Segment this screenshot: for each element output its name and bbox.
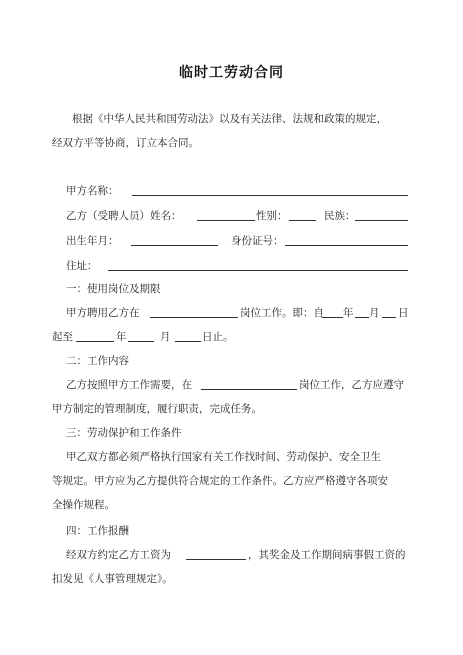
s4-text-c: 扣发见《人事管理规定》。 [52, 573, 173, 585]
address-row [0, 257, 463, 275]
s1-text-end-year: 年 [116, 331, 127, 343]
s2-text-b: 岗位工作，乙方应遵守 [299, 379, 404, 391]
section-4-line-1 [0, 546, 463, 564]
s2-text-a: 乙方按照甲方工作需要，在 [66, 379, 192, 391]
party-b-row [0, 207, 463, 225]
s1-year-blank[interactable] [322, 304, 343, 318]
s1-post-blank[interactable] [150, 304, 238, 318]
section-3-line-2 [0, 472, 463, 490]
intro-line-1 [0, 110, 463, 128]
section-3-line-1 [0, 448, 463, 466]
s1-text-end-month: 月 [160, 331, 171, 343]
section-2-line-1 [0, 376, 463, 394]
gender-label: 性别： [256, 210, 288, 222]
id-label: 身份证号： [231, 235, 284, 247]
s3-text-1: 甲乙双方都必须严格执行国家有关工作找时间、劳动保护、安全卫生 [66, 451, 381, 463]
section-3-heading: 三：劳动保护和工作条件 [66, 427, 182, 439]
section-2-line-2 [0, 400, 463, 418]
party-b-label: 乙方（受聘人员）姓名： [66, 210, 182, 222]
s1-text-year: 年 [343, 307, 354, 319]
s1-end-year-blank[interactable] [76, 328, 114, 342]
s3-text-3: 全操作规程。 [52, 499, 115, 511]
section-3-line-3 [0, 496, 463, 514]
s4-text-b: ，其奖金及工作期间病事假工资的 [248, 549, 406, 561]
section-4-heading-row [0, 522, 463, 540]
s1-text-end-day: 日止。 [202, 331, 234, 343]
party-b-name-blank[interactable] [197, 207, 255, 221]
document-title: 临时工劳动合同 [179, 65, 284, 81]
address-blank[interactable] [108, 257, 408, 271]
section-1-line-2 [0, 328, 463, 346]
section-4-heading: 四：工作报酬 [66, 525, 129, 537]
section-1-heading-row [0, 280, 463, 298]
gender-blank[interactable] [289, 207, 316, 221]
s1-month-blank[interactable] [355, 304, 369, 318]
intro-text-1: 根据《中华人民共和国劳动法》以及有关法律、法规和政策的规定， [72, 113, 387, 125]
section-2-heading-row [0, 352, 463, 370]
id-blank[interactable] [285, 232, 408, 246]
party-a-blank[interactable] [132, 182, 408, 196]
section-2-heading: 二：工作内容 [66, 355, 129, 367]
section-1-line-1 [0, 304, 463, 322]
ethnicity-label: 民族： [324, 210, 356, 222]
s3-text-2: 等规定。甲方应为乙方提供符合规定的工作条件。乙方应严格遵守各项安 [52, 475, 388, 487]
section-4-line-2 [0, 570, 463, 588]
s1-day-blank[interactable] [382, 304, 396, 318]
s1-text-a: 甲方聘用乙方在 [66, 307, 140, 319]
s1-end-month-blank[interactable] [128, 328, 154, 342]
s1-end-day-blank[interactable] [175, 328, 201, 342]
intro-line-2 [0, 134, 463, 152]
s2-text-c: 甲方制定的管理制度，履行职责，完成任务。 [52, 403, 262, 415]
s2-post-blank[interactable] [201, 376, 297, 390]
party-a-row [0, 182, 463, 200]
s1-text-from: 起至 [52, 331, 73, 343]
s1-text-day: 日 [398, 307, 409, 319]
party-a-label: 甲方名称： [66, 185, 119, 197]
birth-label: 出生年月： [66, 235, 119, 247]
birth-id-row [0, 232, 463, 250]
ethnicity-blank[interactable] [355, 207, 408, 221]
birth-blank[interactable] [131, 232, 218, 246]
intro-text-2: 经双方平等协商，订立本合同。 [52, 137, 199, 149]
section-3-heading-row [0, 424, 463, 442]
s4-wage-blank[interactable] [186, 546, 246, 560]
s1-text-month: 月 [369, 307, 380, 319]
s4-text-a: 经双方约定乙方工资为 [66, 549, 171, 561]
s1-text-b: 岗位工作。即：自 [240, 307, 324, 319]
address-label: 住址： [66, 260, 98, 272]
section-1-heading: 一：使用岗位及期限 [66, 283, 161, 295]
